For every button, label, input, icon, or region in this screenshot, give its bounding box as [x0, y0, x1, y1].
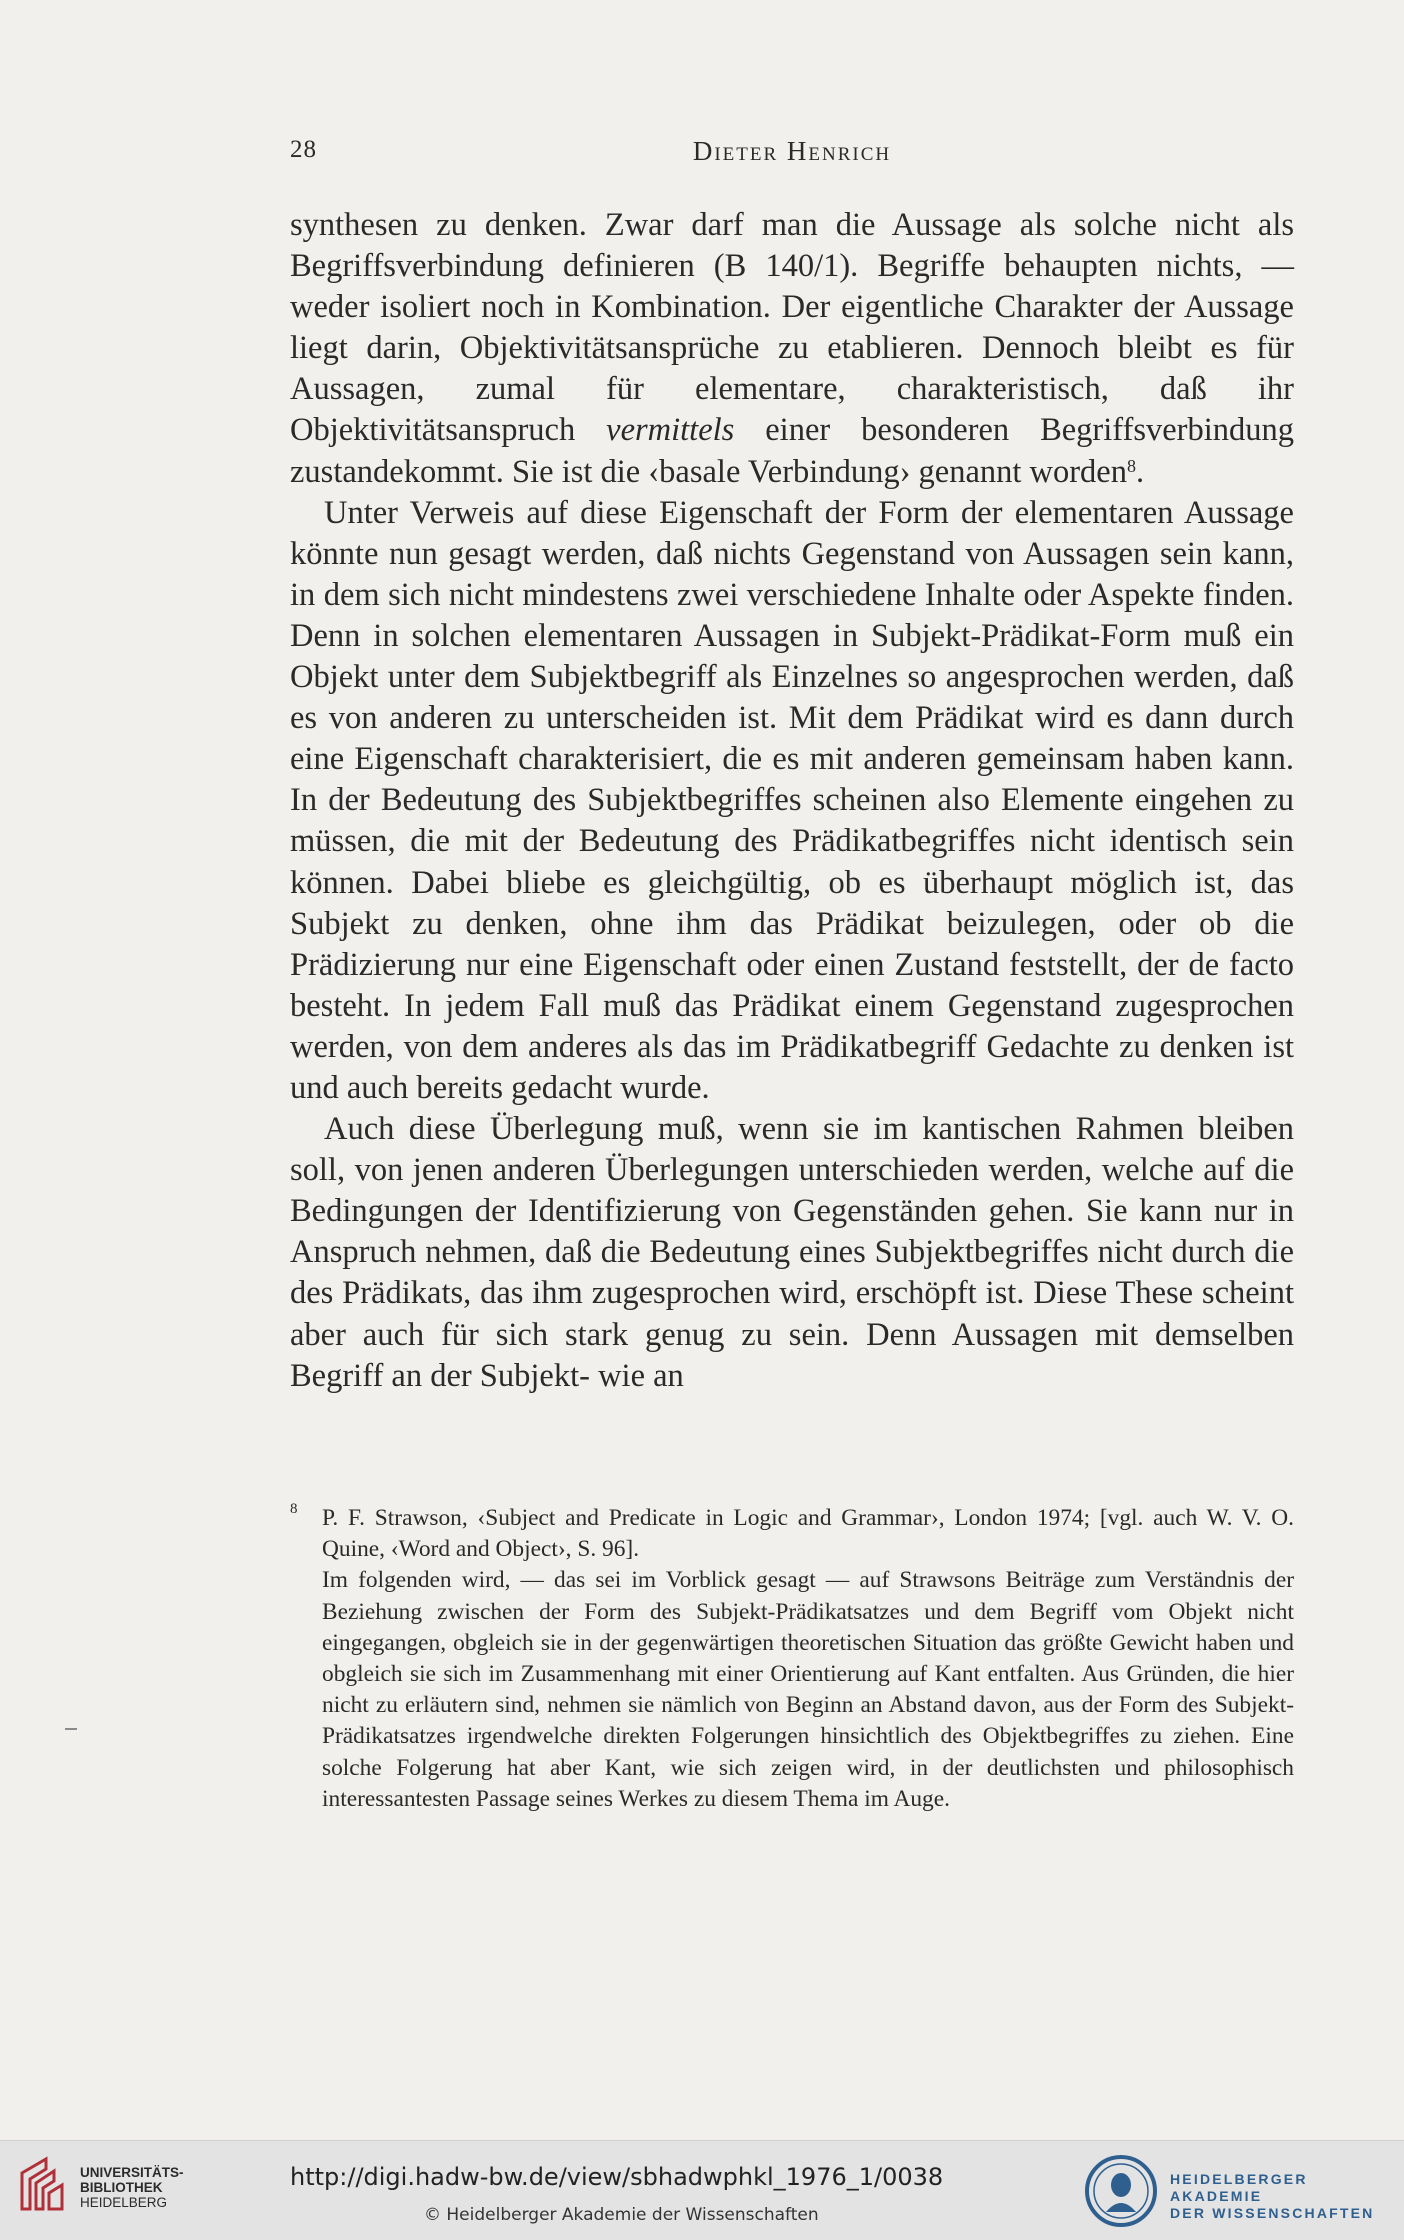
footnote-8-continuation: Im folgenden wird, — das sei im Vorblick gesagt — auf Strawsons Beiträge zum Verständnis der Beziehung zwischen der Form des Subjekt-Prädikatsatzes und dem Begriff vom Objekt nicht eingegangen, obgleich sie in der gegenwärtigen theoretischen Situation das größte Gewicht haben und obgleich sie sich im Zusammenhang mit einer Orientierung auf Kant entfalten. Aus Gründen, die hier nicht zu erläutern sind, nehmen sie nämlich von Beginn an Abstand davon, aus der Form des Subjekt-Prädikatsatzes irgendwelche direkten Folgerungen hinsichtlich des Objektbegriffes zu ziehen. Eine solche Folgerung hat aber Kant, wie sich zeigen wird, in der deutlichsten und philosophisch interessantesten Passage seines Werkes zu diesem Thema im Auge. [322, 1567, 1294, 1812]
running-head [290, 136, 1294, 176]
university-library-name: UNIVERSITÄTS- BIBLIOTHEK HEIDELBERG [80, 2165, 184, 2210]
copyright-notice: © Heidelberger Akademie der Wissenschaften [424, 2205, 819, 2225]
page-number: 28 [290, 136, 317, 163]
footnote-marker: 8 [290, 1501, 298, 1517]
university-library-logo-icon[interactable] [16, 2155, 76, 2215]
header-author: Dieter Henrich [692, 136, 892, 166]
permalink[interactable]: http://digi.hadw-bw.de/view/sbhadwphkl_1976_1/0038 [290, 2163, 944, 2191]
academy-seal-icon[interactable] [1084, 2154, 1158, 2228]
margin-mark [65, 1728, 77, 1730]
footnote-8: 8 P. F. Strawson, ‹Subject and Predicate in Logic and Grammar›, London 1974; [vgl. auch W. V. O. Quine, ‹Word and Object›, S. 96]. [290, 1503, 1294, 1565]
paragraph-1: synthesen zu denken. Zwar darf man die Aussage als solche nicht als Begriffsverbindung definieren (B 140/1). Begriffe behaupten nichts, — weder isoliert noch in Kombination. Der eigentliche Charakter der Aussage liegt darin, Objektivitätsansprüche zu etablieren. Dennoch bleibt es für Aussagen, zumal für elementare, charakteristisch, daß ihr Objektivitätsanspruch vermittels einer besonderen Begriffsverbindung zustandekommt. Sie ist die ‹basale Verbindung› genannt worden$^8$. [290, 207, 1295, 490]
paragraph-2: Unter Verweis auf diese Eigenschaft der Form der elementaren Aussage könnte nun gesagt werden, daß nichts Gegenstand von Aussagen sein kann, in dem sich nicht mindestens zwei verschiedene Inhalte oder Aspekte finden. Denn in solchen elementaren Aussagen in Subjekt-Prädikat-Form muß ein Objekt unter dem Subjektbegriff als Einzelnes so angesprochen werden, daß es von anderen zu unterscheiden ist. Mit dem Prädikat wird es dann durch eine Eigenschaft charakterisiert, die es mit anderen gemeinsam haben kann. In der Bedeutung des Subjektbegriffes scheinen also Elemente eingehen zu müssen, die mit der Bedeutung des Prädikatbegriffes nicht identisch sein können. Dabei bliebe es gleichgültig, ob es überhaupt möglich ist, das Subjekt zu denken, ohne ihm das Prädikat beizulegen, oder ob die Prädizierung nur eine Eigenschaft oder einen Zustand feststellt, der de facto besteht. In jedem Fall muß das Prädikat einem Gegenstand zugesprochen werden, von dem anderes als das im Prädikatbegriff Gedachte zu denken ist und auch bereits gedacht wurde. [290, 494, 1294, 1106]
footnotes [290, 1503, 1294, 1815]
academy-name: HEIDELBERGER AKADEMIE DER WISSENSCHAFTEN [1170, 2171, 1375, 2221]
viewer-footer [0, 2140, 1404, 2240]
body-text [290, 205, 1294, 1397]
paragraph-3: Auch diese Überlegung muß, wenn sie im kantischen Rahmen bleiben soll, von jenen anderen Überlegungen unterschieden werden, welche auf die Bedingungen der Identifizierung von Gegenständen gehen. Sie kann nur in Anspruch nehmen, daß die Bedeutung eines Subjektbegriffes nicht durch die des Prädikats, das ihm zugesprochen wird, erschöpft ist. Diese These scheint aber auch für sich stark genug zu sein. Denn Aussagen mit demselben Begriff an der Subjekt- wie an [290, 1111, 1294, 1394]
footnote-reference[interactable]: 8 [1127, 455, 1136, 476]
italic-term: vermittels [606, 412, 735, 449]
